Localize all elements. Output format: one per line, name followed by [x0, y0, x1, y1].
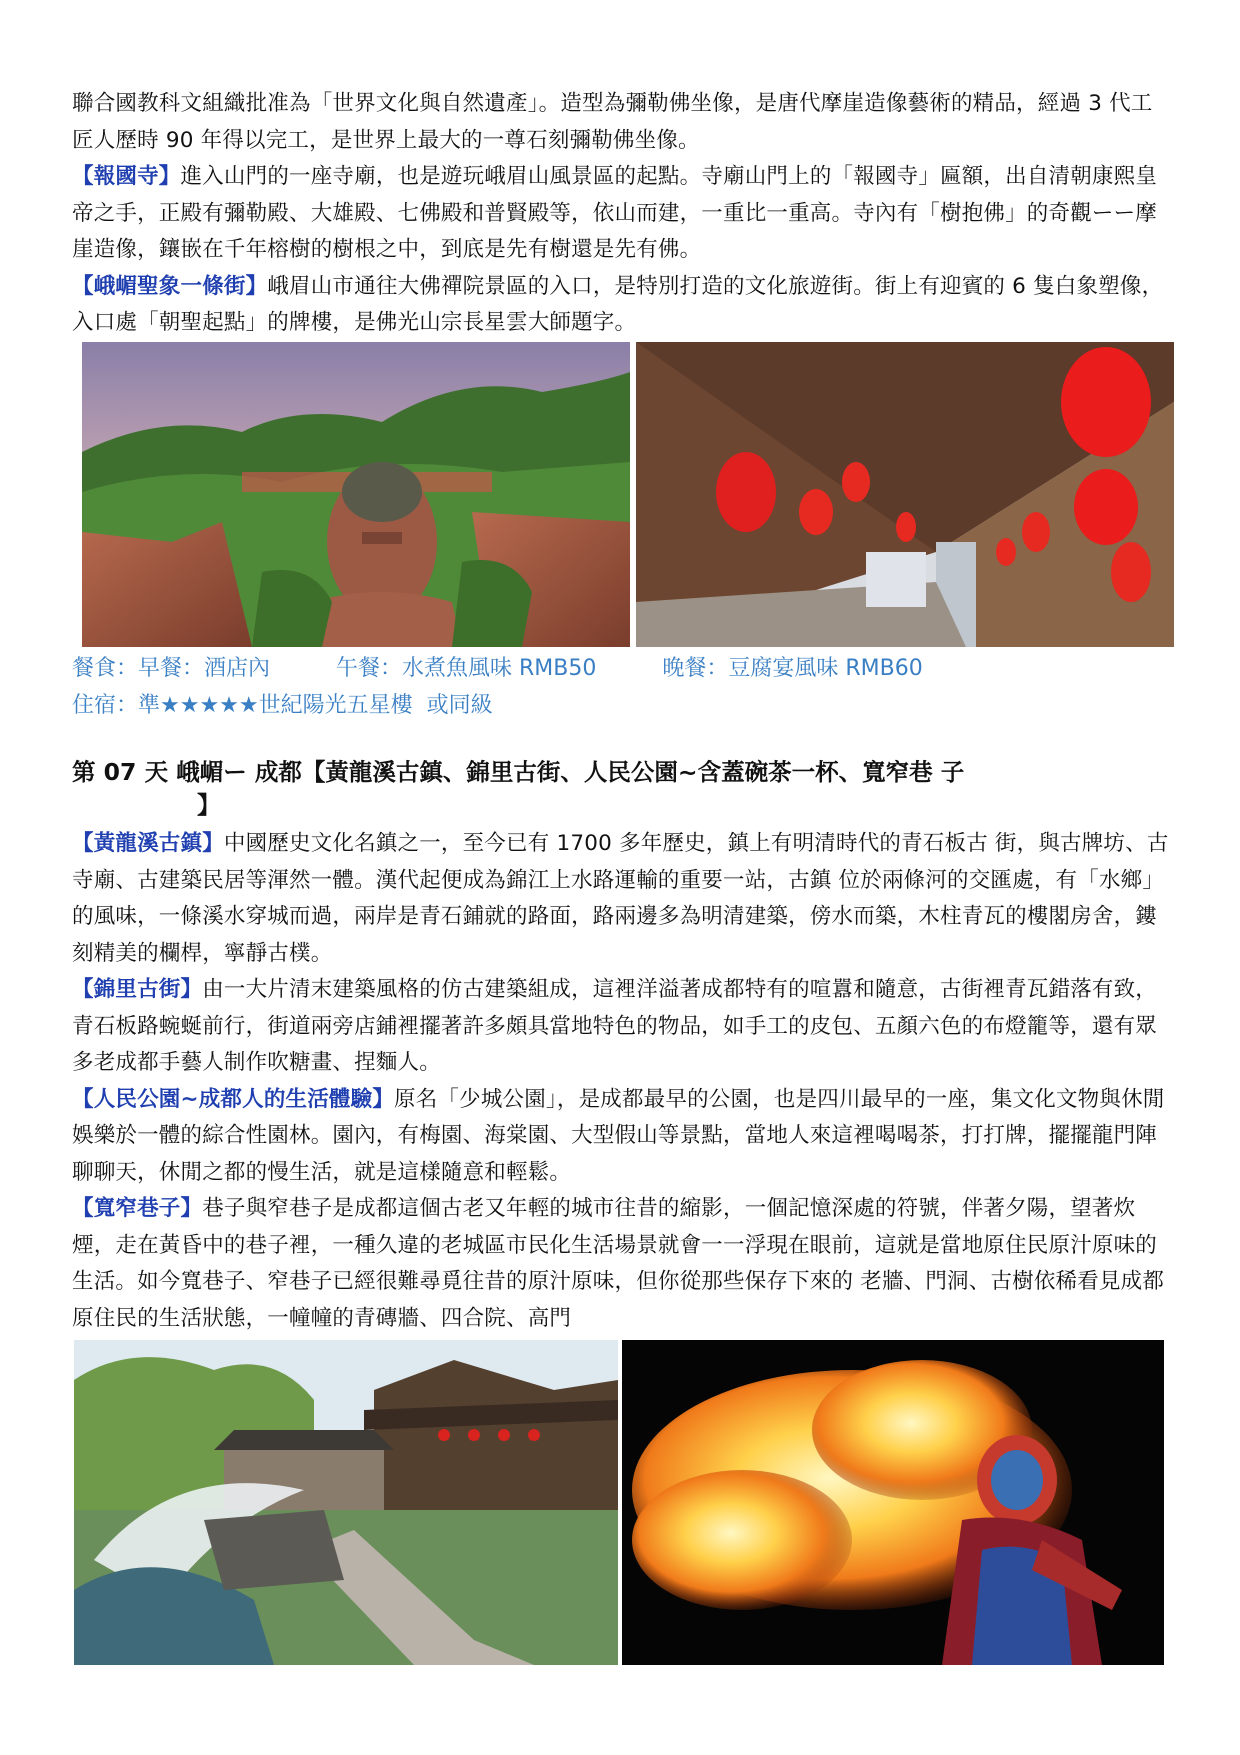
tag-baoguo-temple: 【報國寺】 [72, 164, 181, 189]
fire-breathing-opera-photo [622, 1340, 1164, 1665]
tag-huanglongxi: 【黃龍溪古鎮】 [72, 831, 224, 856]
hotel-info: 住宿：準★★★★★世紀陽光五星樓 或同級 [72, 693, 493, 718]
intro-paragraph-1: 聯合國教科文組織批准為「世界文化與自然遺產」。造型為彌勒佛坐像，是唐代摩崖造像藝術的精品，經過 3 代工匠人歷時 90 年得以完工，是世界上最大的一尊石刻彌勒佛坐像。 [72, 91, 1153, 153]
tag-jinli: 【錦里古街】 [72, 977, 203, 1002]
meal-info: 餐食：早餐：酒店內 午餐：水煮魚風味 RMB50 晚餐：豆腐宴風味 RMB60 [72, 656, 923, 681]
day7-paragraph-kuanzhai: 【寬窄巷子】巷子與窄巷子是成都這個古老又年輕的城市往昔的縮影，一個記憶深處的符號，伴著夕陽，望著炊煙，走在黃昏中的巷子裡，一種久違的老城區市民化生活場景就會一一浮現在眼前，這就是當地原住民原汁原味的生活。如今寬巷子、窄巷子已經很難尋覓往昔的原汁原味，但你從那些保存下來的 老牆、門洞、古樹依稀看見成都原住民的生活狀態，一幢幢的青磚牆、四合院、高門 [72, 1196, 1165, 1331]
day7-paragraph-peoples-park: 【人民公園~成都人的生活體驗】原名「少城公園」，是成都最早的公園，也是四川最早的一座，集文化文物與休閒娛樂於一體的綜合性園林。園內，有梅園、海棠園、大型假山等景點，當地人來這裡喝喝茶，打打牌，擺擺龍門陣聊聊天，休閒之都的慢生活，就是這樣隨意和輕鬆。 [72, 1086, 1165, 1185]
day7-title: 第 07 天 峨嵋ー 成都【黃龍溪古鎮、錦里古街、人民公園~含蓋碗茶一杯、寬窄巷 子 】 [72, 758, 965, 819]
intro-paragraph-baoguo: 【報國寺】進入山門的一座寺廟，也是遊玩峨眉山風景區的起點。寺廟山門上的「報國寺」匾額，出自清朝康熙皇帝之手，正殿有彌勒殿、大雄殿、七佛殿和普賢殿等，依山而建，一重比一重高。寺內有「樹抱佛」的奇觀ーー摩崖造像，鑲嵌在千年榕樹的樹根之中，到底是先有樹還是先有佛。 [72, 164, 1158, 262]
day7-paragraph-jinli: 【錦里古街】由一大片清末建築風格的仿古建築組成，這裡洋溢著成都特有的喧囂和隨意，古街裡青瓦錯落有致，青石板路蜿蜒前行，街道兩旁店鋪裡擺著許多頗具當地特色的物品，如手工的皮包、五顏六色的布燈籠等，還有眾多老成都手藝人制作吹糖畫、捏麵人。 [72, 977, 1158, 1075]
tag-elephant-street: 【峨嵋聖象一條街】 [72, 273, 268, 299]
tag-kuanzhai: 【寬窄巷子】 [72, 1196, 203, 1221]
giant-buddha-photo [82, 342, 630, 647]
tag-peoples-park: 【人民公園~成都人的生活體驗】 [72, 1086, 395, 1112]
day7-section [72, 826, 1172, 1337]
intro-paragraph-elephant-street: 【峨嵋聖象一條街】峨眉山市通往大佛禪院景區的入口，是特別打造的文化旅遊街。街上有迎賓的 6 隻白象塑像，入口處「朝聖起點」的牌樓，是佛光山宗長星雲大師題字。 [72, 273, 1164, 335]
intro-section [72, 86, 1172, 342]
ancient-town-fountain-photo [74, 1340, 618, 1665]
lantern-street-photo [636, 342, 1174, 647]
day7-paragraph-huanglongxi: 【黃龍溪古鎮】中國歷史文化名鎮之一，至今已有 1700 多年歷史，鎮上有明清時代的青石板古 街，與古牌坊、古寺廟、古建築民居等渾然一體。漢代起便成為錦江上水路運輸的重要一站，古鎮 位於兩條河的交匯處，有「水鄉」的風味，一條溪水穿城而過，兩岸是青石鋪就的路面，路兩邊多為明清建築，傍水而築，木柱青瓦的樓閣房舍，鏤刻精美的欄桿，寧靜古樸。 [72, 831, 1169, 966]
